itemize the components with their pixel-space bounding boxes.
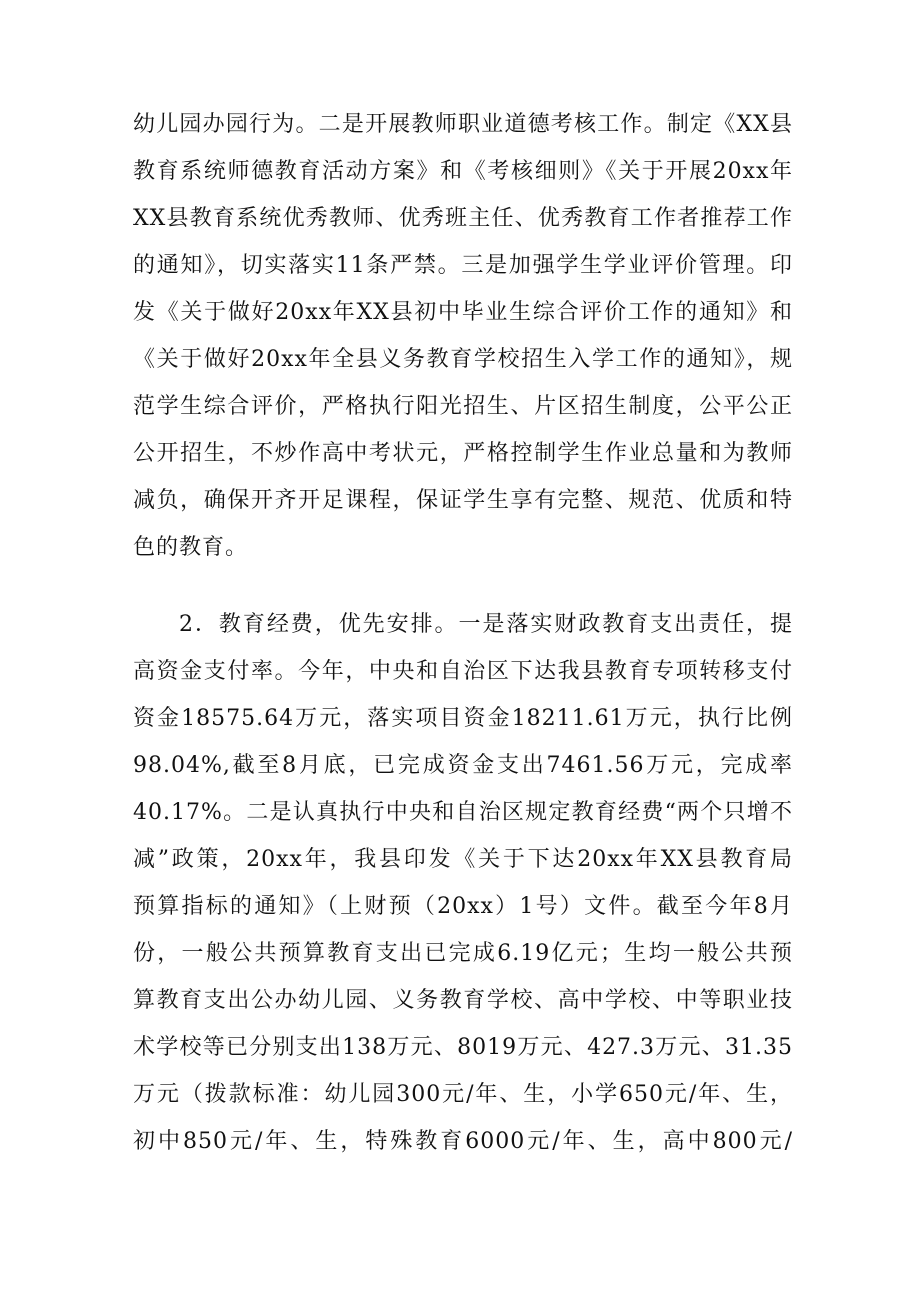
- text-line: 减”政策，20xx年，我县印发《关于下达20xx年XX县教育局: [133, 847, 793, 872]
- text-line: 算教育支出公办幼儿园、义务教育学校、高中学校、中等职业技: [133, 988, 793, 1013]
- text-line: 术学校等已分别支出138万元、8019万元、427.3万元、31.35: [133, 1035, 793, 1060]
- text-line: 范学生综合评价，严格执行阳光招生、片区招生制度，公平公正: [133, 394, 793, 419]
- text-line: 预算指标的通知》（上财预（20xx）1号）文件。截至今年8月: [133, 894, 793, 919]
- text-line: 《关于做好20xx年全县义务教育学校招生入学工作的通知》，规: [133, 347, 793, 372]
- text-line: 40.17%。二是认真执行中央和自治区规定教育经费“两个只增不: [133, 800, 793, 825]
- paragraph-education-funding: [133, 601, 793, 1165]
- text-line: 高资金支付率。今年，中央和自治区下达我县教育专项转移支付: [133, 659, 793, 684]
- text-line: 份，一般公共预算教育支出已完成6.19亿元；生均一般公共预: [133, 941, 793, 966]
- paragraph-teacher-ethics: [133, 101, 793, 571]
- text-line: 减负，确保开齐开足课程，保证学生享有完整、规范、优质和特: [133, 488, 793, 513]
- text-line: 色的教育。: [133, 535, 249, 560]
- text-line: 公开招生，不炒作高中考状元，严格控制学生作业总量和为教师: [133, 441, 793, 466]
- text-line: 资金18575.64万元，落实项目资金18211.61万元，执行比例: [133, 706, 793, 731]
- text-line: 教育系统师德教育活动方案》和《考核细则》《关于开展20xx年: [133, 159, 793, 184]
- text-line: 发《关于做好20xx年XX县初中毕业生综合评价工作的通知》和: [133, 300, 793, 325]
- text-line: XX县教育系统优秀教师、优秀班主任、优秀教育工作者推荐工作: [133, 206, 793, 231]
- text-line: 2．教育经费，优先安排。一是落实财政教育支出责任，提: [179, 612, 793, 637]
- text-line: 万元（拨款标准：幼儿园300元/年、生，小学650元/年、生，: [133, 1082, 793, 1107]
- text-line: 的通知》，切实落实11条严禁。三是加强学生学业评价管理。印: [133, 253, 793, 278]
- text-line: 98.04%,截至8月底，已完成资金支出7461.56万元，完成率: [133, 753, 793, 778]
- text-line: 初中850元/年、生，特殊教育6000元/年、生，高中800元/: [133, 1129, 793, 1154]
- text-line: 幼儿园办园行为。二是开展教师职业道德考核工作。制定《XX县: [133, 112, 793, 137]
